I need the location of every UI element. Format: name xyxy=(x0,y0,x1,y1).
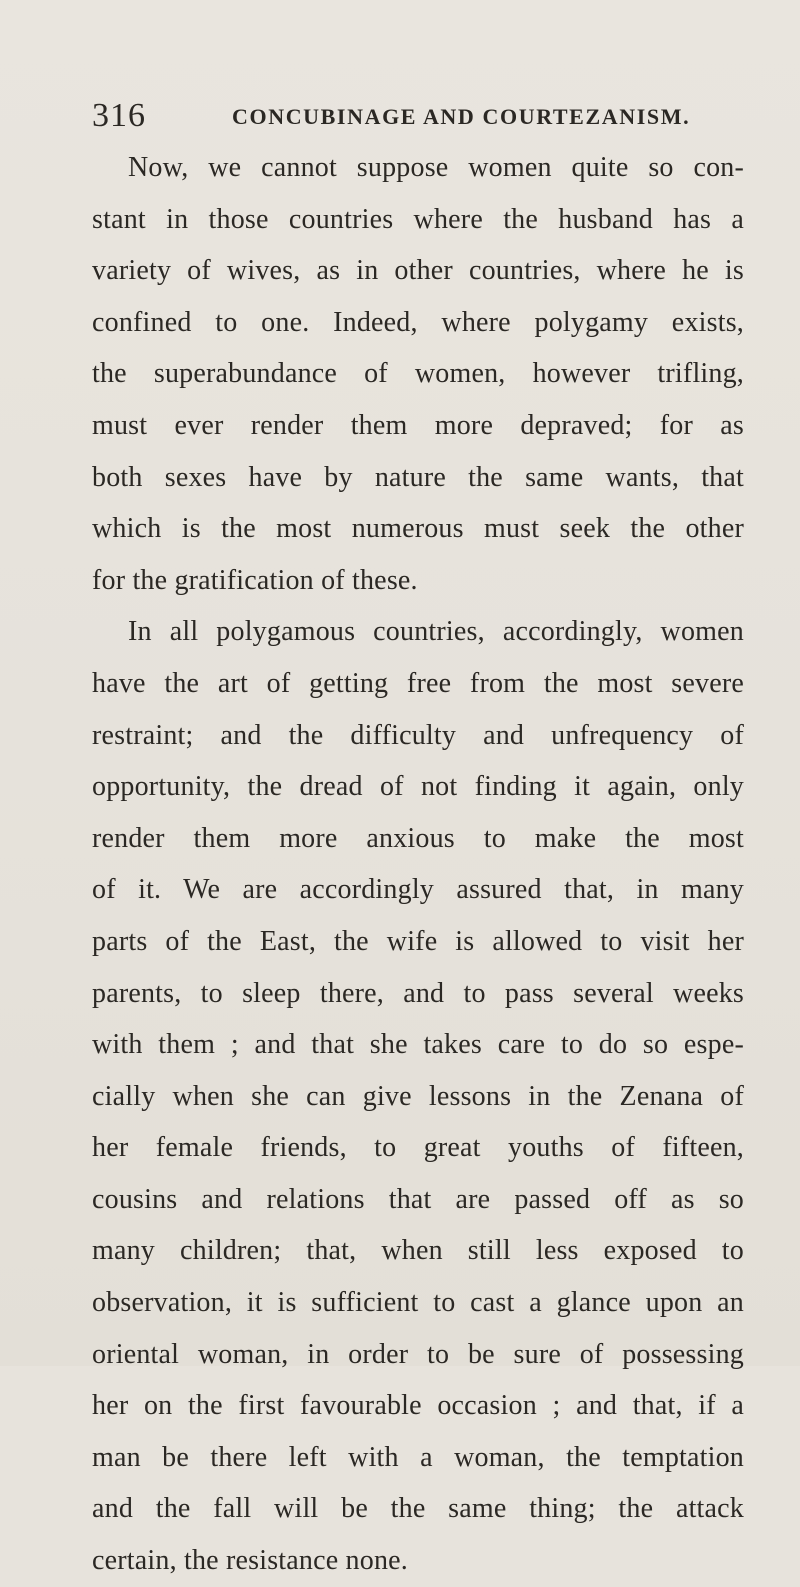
text-line: both sexes have by nature the same wants, that xyxy=(92,461,744,493)
text-line: opportunity, the dread of not finding it again, only xyxy=(92,771,744,803)
text-line: variety of wives, as in other countries, where he is xyxy=(92,255,744,287)
text-line: and the fall will be the same thing; the attack xyxy=(92,1493,744,1525)
text-line: man be there left with a woman, the temptation xyxy=(92,1441,744,1473)
text-line: stant in those countries where the husband has a xyxy=(92,203,744,235)
body-text xyxy=(92,142,744,1587)
text-line: her female friends, to great youths of fifteen, xyxy=(92,1132,744,1164)
text-line: cousins and relations that are passed off as so xyxy=(92,1183,744,1215)
text-line: the superabundance of women, however trifling, xyxy=(92,358,744,390)
text-line: for the gratification of these. xyxy=(92,564,418,596)
text-line: In all polygamous countries, accordingly, women xyxy=(128,616,744,648)
text-line: many children; that, when still less exposed to xyxy=(92,1235,744,1267)
text-line: parents, to sleep there, and to pass several weeks xyxy=(92,977,744,1009)
text-line: confined to one. Indeed, where polygamy exists, xyxy=(92,306,744,338)
text-line: with them ; and that she takes care to do so espe- xyxy=(92,1029,744,1061)
text-line: cially when she can give lessons in the Zenana of xyxy=(92,1080,744,1112)
text-line: oriental woman, in order to be sure of possessing xyxy=(92,1338,744,1370)
text-line: certain, the resistance none. xyxy=(92,1545,408,1577)
running-head: CONCUBINAGE AND COURTEZANISM. xyxy=(232,104,691,129)
page-number: 316 xyxy=(92,97,146,134)
text-line: of it. We are accordingly assured that, in many xyxy=(92,874,744,906)
text-line: render them more anxious to make the most xyxy=(92,822,744,854)
text-line: must ever render them more depraved; for as xyxy=(92,409,744,441)
text-line: observation, it is sufficient to cast a glance upon an xyxy=(92,1287,744,1319)
text-line: Now, we cannot suppose women quite so con- xyxy=(128,152,744,183)
text-line: restraint; and the difficulty and unfrequency of xyxy=(92,719,744,751)
text-line: parts of the East, the wife is allowed to visit her xyxy=(92,925,744,957)
text-line: her on the first favourable occasion ; and that, if a xyxy=(92,1390,744,1422)
text-line: have the art of getting free from the most severe xyxy=(92,667,744,699)
text-line: which is the most numerous must seek the other xyxy=(92,513,744,545)
page-header xyxy=(92,96,792,136)
